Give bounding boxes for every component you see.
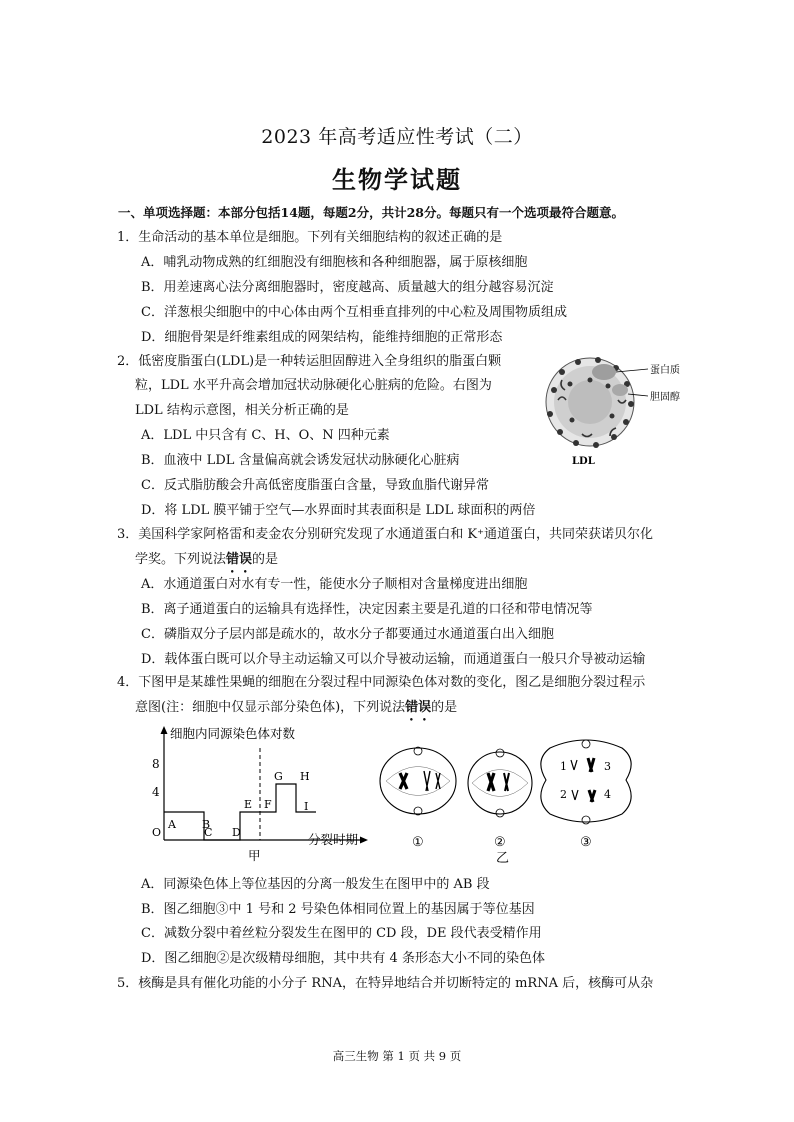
segment-label-i: I (304, 800, 309, 813)
question-2-option-d: D．将 LDL 膜平铺于空气—水界面时其表面积是 LDL 球面积的两倍 (141, 503, 536, 518)
question-2-stem-line3: LDL 结构示意图，相关分析正确的是 (135, 403, 349, 418)
cell-label-1: ① (412, 835, 424, 850)
question-4-option-d: D．图乙细胞②是次级精母细胞，其中共有 4 条形态大小不同的染色体 (141, 951, 545, 966)
exam-title: 2023 年高考适应性考试（二） (261, 126, 533, 148)
question-2-stem-line2: 粒，LDL 水平升高会增加冠状动脉硬化心脏病的危险。右图为 (135, 378, 492, 393)
question-3-stem-line1: 3．美国科学家阿格雷和麦金农分别研究发现了水通道蛋白和 K⁺通道蛋白，共同荣获诺贝尔化 (117, 527, 653, 542)
question-4-option-a: A．同源染色体上等位基因的分离一般发生在图甲中的 AB 段 (141, 877, 490, 892)
segment-label-f: F (264, 798, 272, 811)
question-2-option-b: B．血液中 LDL 含量偏高就会诱发冠状动脉硬化心脏病 (141, 453, 460, 468)
question-1-option-d: D．细胞骨架是纤维素组成的网架结构，能维持细胞的正常形态 (141, 330, 503, 345)
chrom-number-1: 1 (560, 760, 567, 773)
label-cholesterol: 胆固醇 (650, 392, 680, 403)
x-axis-label: 分裂时期 (308, 832, 359, 847)
question-1-option-a: A．哺乳动物成熟的红细胞没有细胞核和各种细胞器，属于原核细胞 (141, 255, 528, 270)
page-footer: 高三生物 第 1 页 共 9 页 (332, 1049, 462, 1063)
figure-yi-cells (376, 738, 702, 866)
label-protein: 蛋白质 (650, 365, 680, 376)
cell-3 (541, 740, 631, 850)
question-3-option-d: D．载体蛋白既可以介导主动运输又可以介导被动运输，而通道蛋白一般只介导被动运输 (141, 652, 646, 667)
question-4-stem-line2: 意图(注：细胞中仅显示部分染色体)，下列说法错误的是 (135, 700, 458, 715)
question-3-option-b: B．离子通道蛋白的运输具有选择性，决定因素主要是孔道的口径和带电情况等 (141, 602, 593, 617)
question-1-option-c: C．洋葱根尖细胞中的中心体由两个互相垂直排列的中心粒及周围物质组成 (141, 305, 567, 320)
cell-label-3: ③ (580, 835, 592, 850)
chrom-number-2: 2 (560, 788, 567, 801)
segment-label-d: D (232, 826, 241, 839)
chrom-number-3: 3 (604, 760, 611, 773)
question-2-option-a: A．LDL 中只含有 C、H、O、N 四种元素 (141, 428, 390, 443)
question-2-stem-line1: 2．低密度脂蛋白(LDL)是一种转运胆固醇进入全身组织的脂蛋白颗 (117, 354, 502, 369)
segment-label-e: E (244, 798, 253, 811)
question-5-stem: 5．核酶是具有催化功能的小分子 RNA，在特异地结合并切断特定的 mRNA 后，核酶可从杂 (117, 976, 654, 991)
segment-label-b: B (202, 818, 211, 831)
question-1-stem: 1．生命活动的基本单位是细胞。下列有关细胞结构的叙述正确的是 (117, 230, 503, 245)
subject-title: 生物学试题 (332, 165, 462, 194)
emphasis-wrong: 错误 (226, 552, 253, 567)
figure-jia-caption: 甲 (248, 848, 261, 863)
question-2-option-c: C．反式脂肪酸会升高低密度脂蛋白含量，导致血脂代谢异常 (141, 478, 489, 493)
question-3-option-c: C．磷脂双分子层内部是疏水的，故水分子都要通过水通道蛋白出入细胞 (141, 627, 554, 642)
question-1-option-b: B．用差速离心法分离细胞器时，密度越高、质量越大的组分越容易沉淀 (141, 280, 554, 295)
emphasis-wrong: 错误 (405, 700, 432, 715)
question-3-stem-line2: 学奖。下列说法错误的是 (135, 552, 279, 567)
ldl-caption: LDL (572, 456, 595, 467)
chrom-number-4: 4 (604, 788, 611, 801)
segment-label-a: A (168, 818, 176, 831)
question-4-option-c: C．减数分裂中着丝粒分裂发生在图甲的 CD 段，DE 段代表受精作用 (141, 926, 542, 941)
figure-jia-chart (140, 722, 380, 868)
y-tick-4: 4 (152, 785, 160, 799)
cell-1 (380, 747, 456, 850)
question-4-stem-line1: 4．下图甲是某雄性果蝇的细胞在分裂过程中同源染色体对数的变化，图乙是细胞分裂过程示 (117, 675, 646, 690)
segment-label-g: G (274, 770, 283, 783)
segment-label-c: C (204, 826, 213, 839)
origin-label: O (152, 826, 162, 839)
y-tick-8: 8 (152, 757, 160, 771)
cell-2 (468, 749, 532, 866)
cell-label-2: ② (494, 835, 506, 850)
y-axis-label: 细胞内同源染色体对数 (170, 726, 296, 741)
segment-label-h: H (300, 770, 310, 783)
ldl-structure-figure (532, 350, 702, 470)
question-3-option-a: A．水通道蛋白对水有专一性，能使水分子顺相对含量梯度进出细胞 (141, 577, 528, 592)
question-4-option-b: B．图乙细胞③中 1 号和 2 号染色体相同位置上的基因属于等位基因 (141, 902, 535, 917)
section-heading: 一、单项选择题：本部分包括14题，每题2分，共计28分。每题只有一个选项最符合题意。 (118, 205, 624, 220)
figure-yi-caption: 乙 (496, 851, 510, 866)
